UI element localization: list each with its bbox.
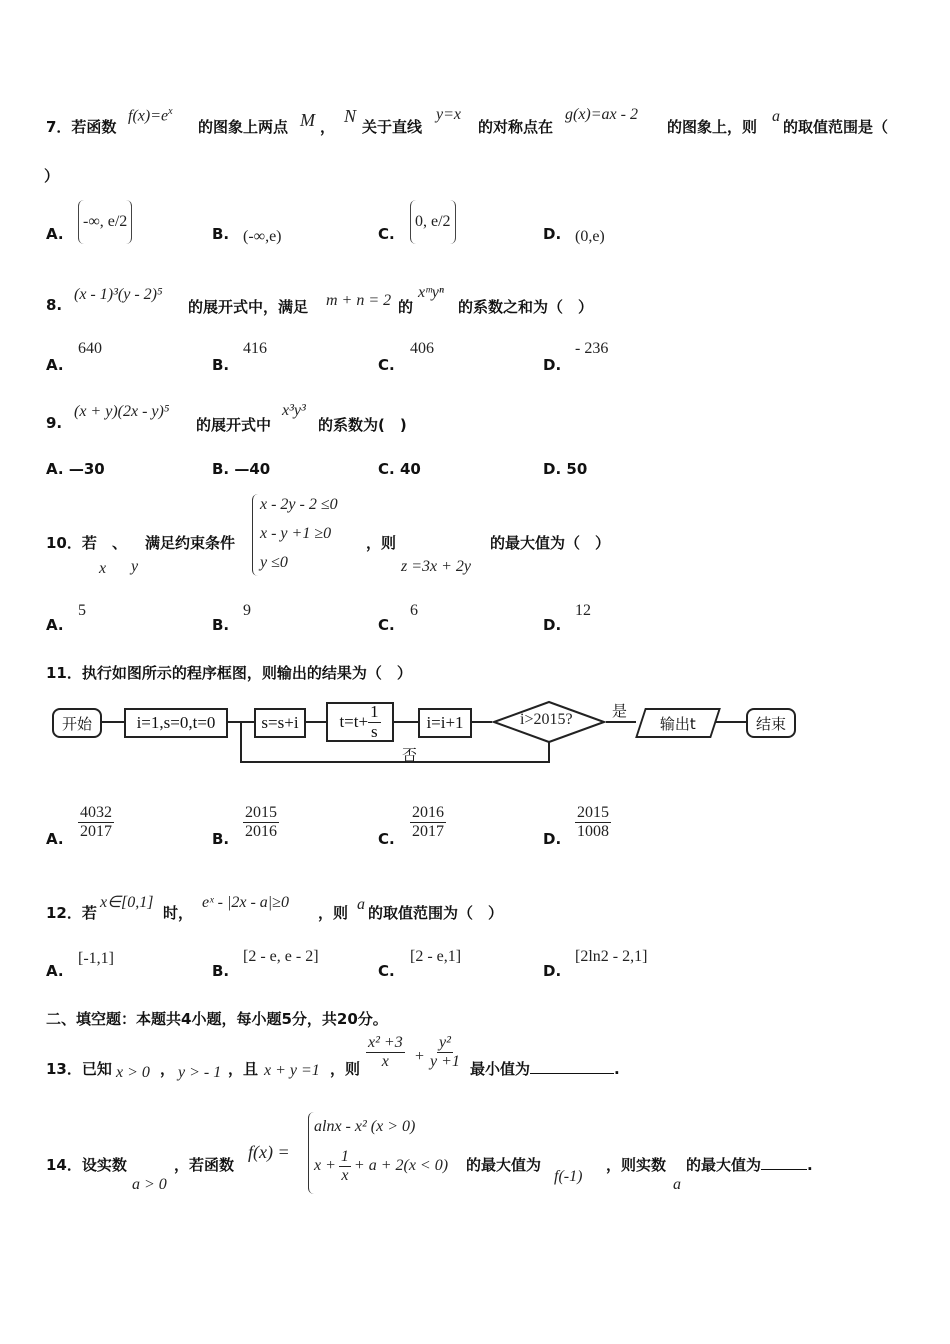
q12-text: 时， [163,904,194,922]
q7-point-n: N [344,106,357,126]
q7-function: $f(x)=e^x$ [128,106,173,125]
q10-option-d: 12 [575,602,591,619]
q7-option-b-label: B. [212,225,230,243]
q11-option-c-label: C. [378,830,395,848]
q7-text: 的对称点在 [478,118,554,136]
q7-option-d-label: D. [543,225,562,243]
q10-text: 的最大值为（ ） [490,534,611,552]
q11-option-a: $\frac{4032}{2017}$ [80,804,112,840]
q14-piece-2: x + $\frac{1}{x}$ + a + 2(x < 0) [314,1148,449,1184]
q7-text: 的图象上两点 [198,118,289,136]
q10-brace [252,494,259,576]
q7-option-c-value: 0, e/2 [415,213,451,230]
q12-option-a-label: A. [46,962,64,980]
q7-text: ， [320,118,336,136]
q10-text: ，则 [366,534,397,552]
q12-text: 的取值范围为（ ） [368,904,504,922]
q7-g-function: g(x)=ax - 2 [565,106,638,123]
q10-text: 满足约束条件 [145,534,236,552]
q10-option-b-label: B. [212,616,230,634]
flow-arrow [716,721,746,723]
q11-option-a-label: A. [46,830,64,848]
q7-option-c [410,200,456,244]
q8-text: 的系数之和为（ ） [458,298,594,316]
q12-option-c-label: C. [378,962,395,980]
q7-option-d: (0,e) [575,228,605,245]
q8-option-d: - 236 [575,340,609,357]
q13-condition-2: y > - 1 [178,1064,222,1081]
q14-text: ，则实数 [606,1156,667,1174]
q8-condition: m + n = 2 [326,292,392,309]
q13-answer: 最小值为 . [470,1060,620,1078]
q14-a: a [673,1176,681,1193]
q11-option-d: $\frac{2015}{1008}$ [577,804,609,840]
q10-option-c-label: C. [378,616,395,634]
q11-number: 11．执行如图所示的程序框图，则输出的结果为（ ） [46,664,412,682]
q14-f-minus-1: f(-1) [554,1168,583,1185]
q8-option-d-label: D. [543,356,562,374]
flow-arrow [606,721,636,723]
flow-init: i=1,s=0,t=0 [124,708,228,738]
q7-option-b: (-∞,e) [243,228,282,245]
q11-option-b: $\frac{2015}{2016}$ [245,804,277,840]
q12-option-a: [-1,1] [78,950,114,967]
q13-fraction-2: $\frac{\text{y²}}{y +1}$ [430,1034,460,1070]
q8-option-b: 416 [243,340,267,357]
q10-option-d-label: D. [543,616,562,634]
flow-t: t=t+ $\frac{1}{s}$ [326,702,394,742]
q13-text: ，则 [330,1060,361,1078]
q14-function: f(x) = [248,1142,290,1162]
q13-fraction-1: $\frac{\text{x² +3}}{x}$ [368,1034,403,1070]
q13-condition-3: x + y =1 [264,1062,320,1079]
q7-line: y=x [436,106,461,123]
q12-option-b-label: B. [212,962,230,980]
q7-text: 的取值范围是（ [783,118,889,136]
flow-no-label: 否 [402,746,418,764]
q12-option-b: [2 - e, e - 2] [243,948,319,965]
q13-plus: + [415,1048,425,1065]
q12-a: a [357,896,365,913]
q12-inequality: eˣ - |2x - a|≥0 [202,894,289,911]
q11-option-b-label: B. [212,830,230,848]
q7-text: 关于直线 [362,118,423,136]
q10-option-b: 9 [243,602,251,619]
q9-term: x³y³ [282,402,306,419]
flow-condition: i>2015? [520,711,573,728]
flow-arrow [304,721,326,723]
q9-option-b: B. —40 [212,460,271,478]
flow-arrow [100,721,124,723]
flow-increment: i=i+1 [418,708,472,738]
q11-option-d-label: D. [543,830,562,848]
q12-domain: x∈[0,1] [100,894,154,911]
q12-option-d-label: D. [543,962,562,980]
q8-option-b-label: B. [212,356,230,374]
q7-option-a-value: -∞, e/2 [83,213,128,230]
flow-loop-line [548,742,550,762]
q12-option-d: [2ln2 - 2,1] [575,948,648,965]
q9-option-a: A. —30 [46,460,105,478]
q13-condition-1: x > 0 [116,1064,150,1081]
q14-number: 14．设实数 [46,1156,127,1174]
flow-end: 结束 [746,708,796,738]
q10-var-x: x [99,560,107,577]
q10-constraint-2: x - y +1 ≥0 [260,525,332,542]
q12-number: 12．若 [46,904,97,922]
q8-text: 的 [398,298,414,316]
q7-number: 7．若函数 [46,118,117,136]
q14-answer: 的最大值为 . [686,1156,813,1174]
q7-text: ） [44,167,60,185]
q7-option-c-label: C. [378,225,395,243]
q7-text: 的图象上，则 [667,118,758,136]
flow-start: 开始 [52,708,102,738]
q8-option-a: 640 [78,340,102,357]
q13-number: 13．已知 [46,1060,112,1078]
flow-yes-label: 是 [612,702,628,720]
q7-option-a-label: A. [46,225,64,243]
q10-objective: z =3x + 2y [401,558,472,575]
q13-text: ， [160,1060,176,1078]
q8-option-c: 406 [410,340,434,357]
q7-option-a [78,200,132,244]
q10-option-c: 6 [410,602,418,619]
q9-option-d: D. 50 [543,460,588,478]
q11-option-c: $\frac{2016}{2017}$ [412,804,444,840]
q14-condition: a > 0 [132,1176,167,1193]
q9-option-c: C. 40 [378,460,421,478]
q8-term: xᵐyⁿ [418,284,444,301]
q7-a: a [772,108,780,125]
q12-text: ，则 [318,904,349,922]
flow-output: 输出t [635,708,721,738]
q14-text: 的最大值为 [466,1156,542,1174]
q12-option-c: [2 - e,1] [410,948,462,965]
q13-text: ，且 [228,1060,259,1078]
q8-expression: (x - 1)³(y - 2)⁵ [74,286,163,303]
q14-text: ，若函数 [174,1156,235,1174]
q9-number: 9. [46,414,63,432]
flow-loop-line [240,722,242,762]
section-heading: 二、填空题：本题共4小题，每小题5分，共20分。 [46,1010,388,1028]
q10-var-y: y [131,558,139,575]
q10-text: 、 [112,534,128,552]
q10-constraint-1: x - 2y - 2 ≤0 [260,496,338,513]
q10-constraint-3: y ≤0 [260,554,288,571]
q10-number: 10．若 [46,534,97,552]
flow-arrow [470,721,492,723]
q9-expression: (x + y)(2x - y)⁵ [74,403,170,420]
q7-point-m: M [300,110,315,130]
q9-text: 的系数为( ) [318,416,407,434]
q10-option-a-label: A. [46,616,64,634]
answer-blank[interactable] [530,1073,614,1074]
q9-text: 的展开式中 [196,416,272,434]
flow-sum: s=s+i [254,708,306,738]
q8-option-c-label: C. [378,356,395,374]
q8-text: 的展开式中，满足 [188,298,309,316]
flow-loop-line [240,761,550,763]
answer-blank[interactable] [761,1169,807,1170]
flow-arrow [392,721,418,723]
q8-number: 8. [46,296,63,314]
q14-piece-1: alnx - x² (x > 0) [314,1118,416,1135]
q8-option-a-label: A. [46,356,64,374]
q10-option-a: 5 [78,602,86,619]
